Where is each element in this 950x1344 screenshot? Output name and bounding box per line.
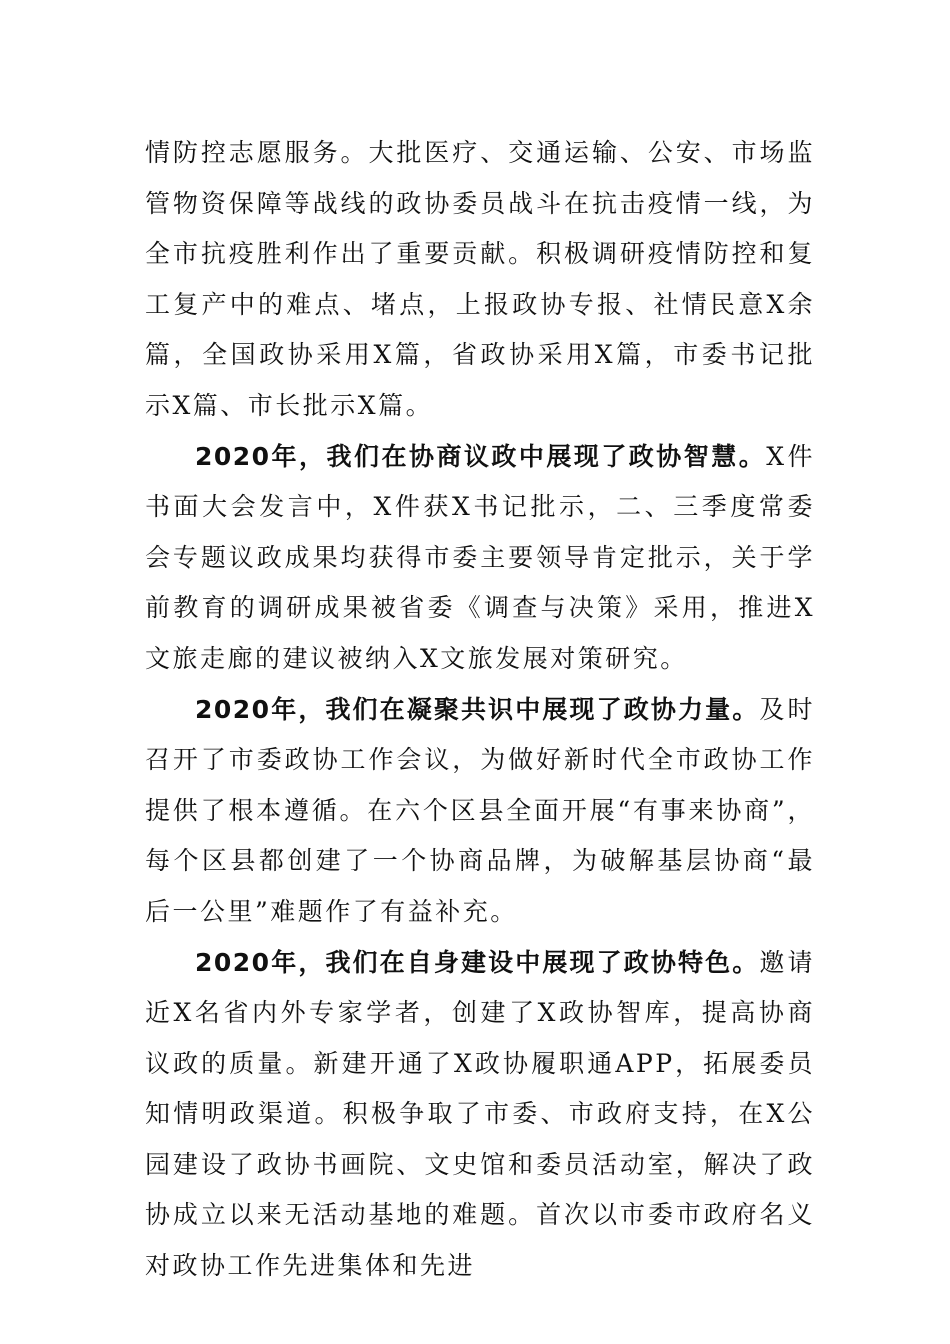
paragraph-text: X件书面大会发言中，X件获X书记批示，二、三季度常委会专题议政成果均获得市委主要领导肯定批示，关于学前教育的调研成果被省委《调查与决策》采用，推进X文旅走廊的建议被纳入X文旅发展对策研究。 xyxy=(145,441,815,673)
paragraph-text: 及时召开了市委政协工作会议，为做好新时代全市政协工作提供了根本遵循。在六个区县全面开展“有事来协商”，每个区县都创建了一个协商品牌，为破解基层协商“最后一公里”难题作了有益补充。 xyxy=(145,694,815,926)
paragraph-consensus xyxy=(145,685,815,938)
paragraph-continuation xyxy=(145,128,815,432)
document-body xyxy=(145,128,815,1292)
paragraph-self-building xyxy=(145,938,815,1292)
paragraph-lead: 2020年，我们在凝聚共识中展现了政协力量。 xyxy=(195,694,760,724)
paragraph-lead: 2020年，我们在自身建设中展现了政协特色。 xyxy=(195,947,760,977)
paragraph-consultation xyxy=(145,432,815,685)
paragraph-lead: 2020年，我们在协商议政中展现了政协智慧。 xyxy=(195,441,767,471)
paragraph-text: 邀请近X名省内外专家学者，创建了X政协智库，提高协商议政的质量。新建开通了X政协履职通APP，拓展委员知情明政渠道。积极争取了市委、市政府支持，在X公园建设了政协书画院、文史馆和委员活动室，解决了政协成立以来无活动基地的难题。首次以市委市政府名义对政协工作先进集体和先进 xyxy=(145,947,815,1281)
paragraph-text: 情防控志愿服务。大批医疗、交通运输、公安、市场监管物资保障等战线的政协委员战斗在抗击疫情一线，为全市抗疫胜利作出了重要贡献。积极调研疫情防控和复工复产中的难点、堵点，上报政协专报、社情民意X余篇，全国政协采用X篇，省政协采用X篇，市委书记批示X篇、市长批示X篇。 xyxy=(145,138,815,420)
